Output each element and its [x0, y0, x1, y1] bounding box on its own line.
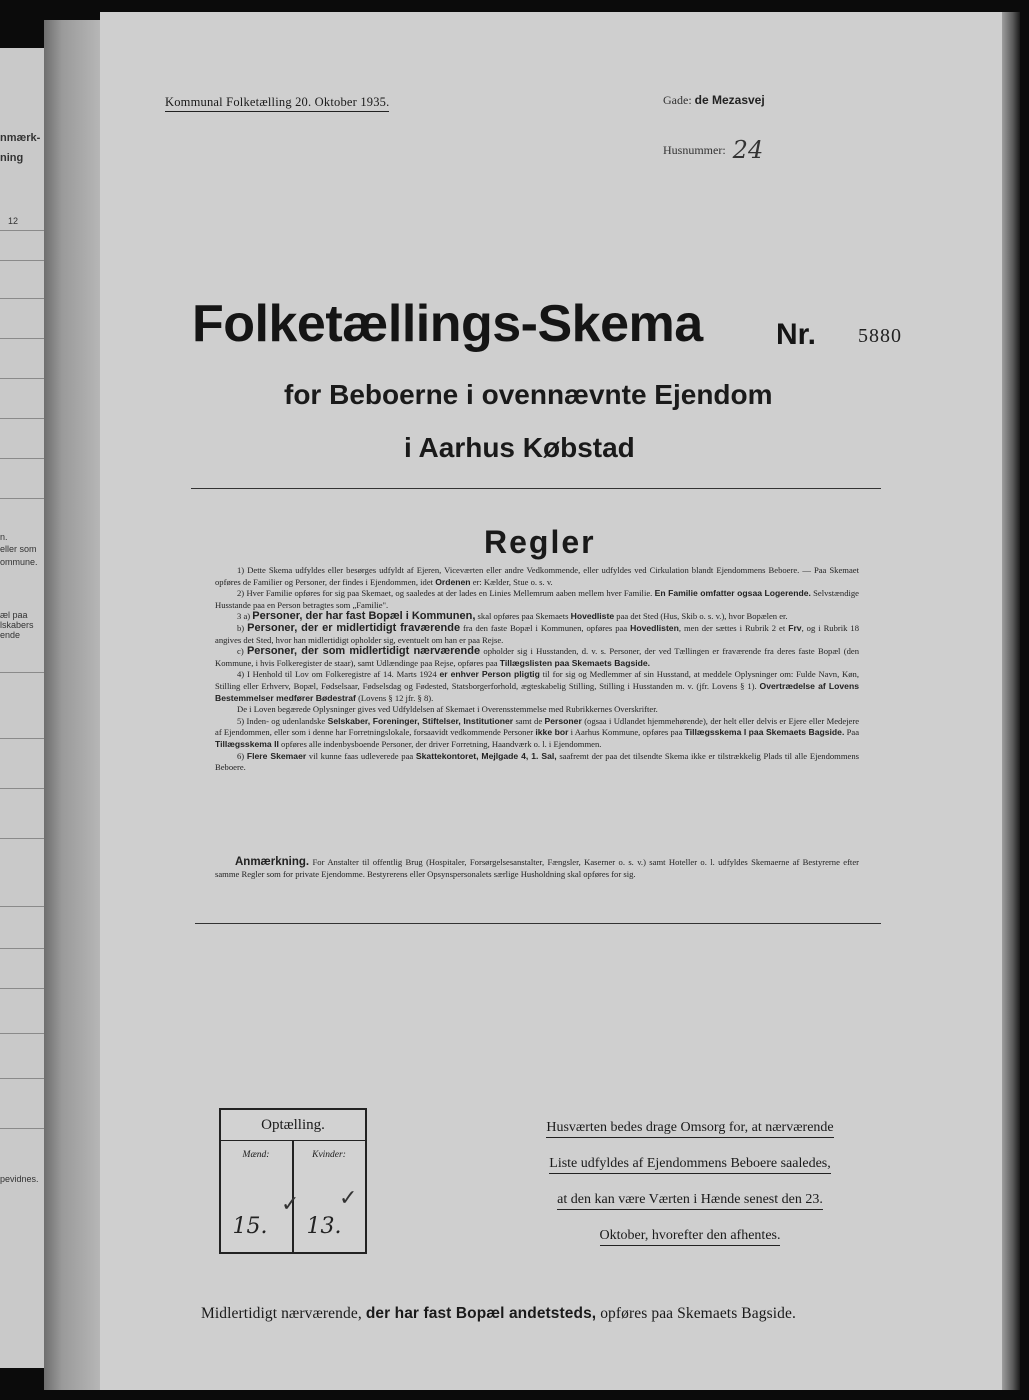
- remark-text: For Anstalter til offentlig Brug (Hospitaler, Forsørgelsesanstalter, Fængsler, Kaserner o. s. v.) samt Hoteller o. l. udfyldes Skemaerne af Bestyrerne efter samme Regler som for private Ejendomme. Bestyrerens eller Opsynspersonalets særlige Husholdning skal opføres for sig.: [215, 857, 859, 879]
- rule-3b: b) Personer, der er midlertidigt fraværende fra den faste Bopæl i Kommunen, opføres paa Hovedlisten, men der sættes i Rubrik 2 et Frv, og i Rubrik 18 angives det Sted, hvor han midlertidigt opholder sig, eventuelt om han er paa Rejse.: [215, 621, 860, 645]
- men-count: 15.: [232, 1214, 268, 1239]
- rules-text: [215, 565, 859, 774]
- notice-line: Oktober, hvorefter den afhentes.: [600, 1227, 781, 1246]
- divider: [195, 923, 881, 924]
- rule-6: 6) Flere Skemaer vil kunne faas udleverede paa Skattekontoret, Mejlgade 4, 1. Sal, saafremt der paa det tilsendte Skema ikke er tilstrækkelig Plads til alle Ejendommens Beboere.: [215, 750, 859, 773]
- women-count: 13.: [306, 1214, 342, 1239]
- form-subtitle: for Beboerne i ovennævnte Ejendom: [284, 379, 773, 410]
- street-label: Gade:: [663, 93, 692, 107]
- rules-heading: Regler: [484, 524, 596, 560]
- notice-line: Liste udfyldes af Ejendommens Beboere saaledes,: [549, 1155, 830, 1174]
- page-right-edge: [1002, 12, 1020, 1390]
- count-box: [219, 1108, 367, 1254]
- left-stub: ende: [0, 630, 21, 640]
- rule-3c: c) Personer, der som midlertidigt nærværende opholder sig i Husstanden, d. v. s. Personer, der ved Tællingen er fraværende fra deres faste Bopæl (den Kommune, i hvis Folkeregister de staar), samt Udlændinge paa Rejse, opføres paa Tillægslisten paa Skemaets Bagside.: [215, 645, 859, 668]
- book-gutter: [44, 20, 104, 1390]
- rule-1: 1) Dette Skema udfyldes eller besørges udfyldt af Ejeren, Viceværten eller andre Vedkommende, eller udfyldes ved Cirkulation blandt Ejendommens Beboere. — Paa Skemaet opføres de Familier og Personer, der findes i Ejendommen, idet Ordenen er: Kælder, Stue o. s. v.: [215, 565, 859, 587]
- divider: [191, 488, 881, 489]
- left-stub: æl paa: [0, 610, 28, 620]
- notice-line: at den kan være Værten i Hænde senest den 23.: [557, 1191, 823, 1210]
- street-value: de Mezasvej: [694, 93, 765, 107]
- street-line: [663, 93, 765, 108]
- house-number-line: [663, 132, 764, 164]
- remark: [215, 857, 859, 880]
- check-mark-icon: ✓: [339, 1186, 358, 1211]
- women-label: Kvinder:: [312, 1150, 346, 1160]
- notice-line: Husværten bedes drage Omsorg for, at nærværende: [546, 1119, 833, 1138]
- left-stub: nmærk-: [0, 132, 41, 144]
- census-form-page: [100, 12, 1002, 1390]
- house-number-value: 24: [732, 136, 764, 164]
- rule-3a: 3 a) Personer, der har fast Bopæl i Kommunen, skal opføres paa Skemaets Hovedliste paa det Sted (Hus, Skib o. s. v.), hvor Bopælen er.: [237, 610, 788, 623]
- left-page-edge: [0, 48, 44, 1368]
- form-title: Folketællings-Skema: [192, 295, 703, 353]
- landlord-notice: [520, 1110, 860, 1254]
- men-label: Mænd:: [242, 1150, 270, 1160]
- rule-4-continued: De i Loven begærede Oplysninger gives ved Udfyldelsen af Skemaet i Overensstemmelse med Rubrikkernes Overskrifter.: [237, 704, 658, 715]
- left-stub: n.: [0, 532, 8, 542]
- count-title: Optælling.: [221, 1110, 365, 1141]
- form-number-label: Nr.: [776, 318, 817, 351]
- rule-2: 2) Hver Familie opføres for sig paa Skemaet, og saaledes at der lades en Linies Mellemrum aaben mellem hver Familie. En Familie omfatter ogsaa Logerende. Selvstændige Husstande paa en Person betragtes som „Familie".: [215, 588, 859, 610]
- check-mark-icon: ✓: [281, 1192, 300, 1217]
- remark-lead: Anmærkning.: [235, 856, 310, 868]
- left-stub: lskabers: [0, 620, 34, 630]
- form-subtitle-city: i Aarhus Købstad: [404, 432, 635, 463]
- left-stub: ning: [0, 152, 24, 164]
- rule-5: 5) Inden- og udenlandske Selskaber, Foreninger, Stiftelser, Institutioner samt de Personer (ogsaa i Udlandet hjemmehørende), der helt eller delvis er Ejere eller Medejere af Ejendommen, eller som i denne har Forretningslokale, forsaavidt vedkommende Personer ikke bor i Aarhus Kommune, opføres paa Tillægsskema I paa Skemaets Bagside. Paa Tillægsskema II opføres alle indenbysboende Personer, der driver Forretning, Haandværk o. l. i Ejendommen.: [215, 715, 860, 749]
- left-stub: pevidnes.: [0, 1174, 39, 1184]
- footer-note: Midlertidigt nærværende, der har fast Bopæl andetsteds, opføres paa Skemaets Bagside.: [201, 1305, 796, 1322]
- left-stub: 12: [8, 216, 19, 226]
- census-header: Kommunal Folketælling 20. Oktober 1935.: [165, 95, 389, 112]
- rule-4: 4) I Henhold til Lov om Folkeregistre af 14. Marts 1924 er enhver Person pligtig til for sig og Medlemmer af sin Husstand, at meddele Oplysninger om: Fulde Navn, Køn, Stilling eller Erhverv, Bopæl, Fødselsaar, Fødselsdag og Fødested, Statsborgerforhold, ægteskabelig Stilling, Stilling i Husstanden m. v. (jfr. Lovens § 1). Overtrædelse af Lovens Bestemmelser medfører Bødestraf (Lovens § 12 jfr. § 8).: [215, 669, 859, 703]
- house-number-label: Husnummer:: [663, 143, 726, 157]
- form-number-value: 5880: [858, 325, 902, 347]
- left-stub: ommune.: [0, 557, 38, 567]
- left-stub: eller som: [0, 544, 37, 554]
